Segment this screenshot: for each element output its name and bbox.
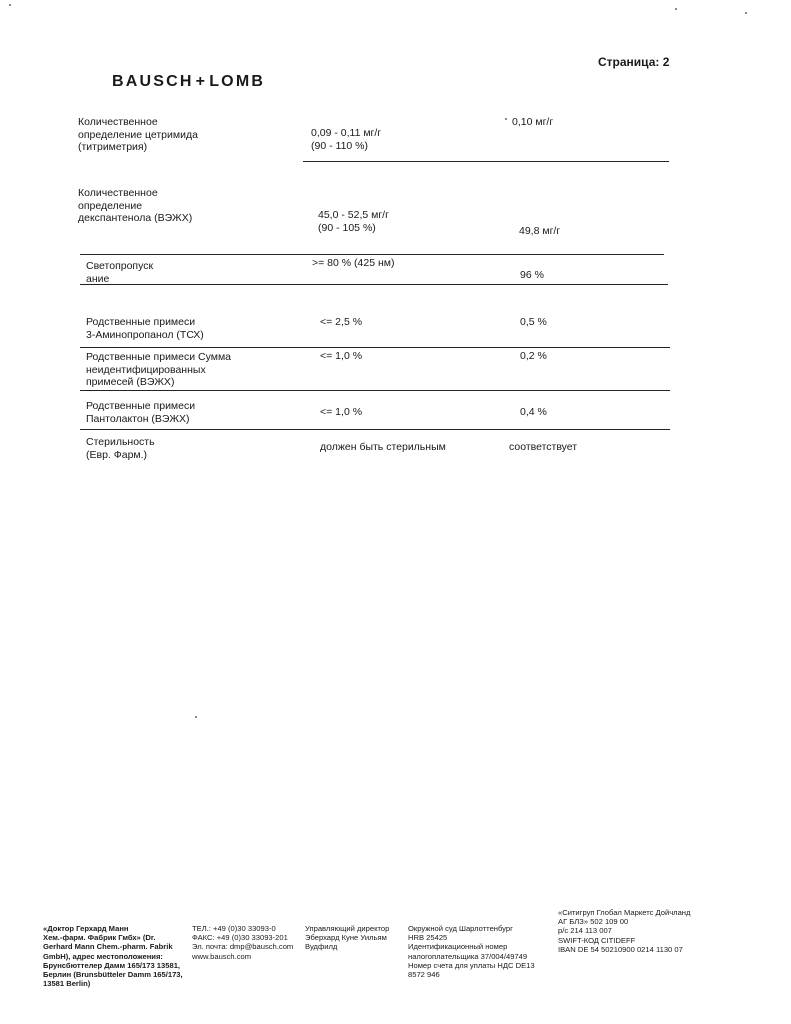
row-divider — [80, 284, 668, 285]
row-test-name: Родственные примеси 3-Аминопропанол (ТСХ) — [86, 316, 204, 341]
footer-court: Окружной суд Шарлоттенбург HRB 25425 Идентификационный номер налогоплательщика 37/004/49749 Номер счета для уплаты НДС DE13 8572 946 — [408, 924, 535, 980]
row-specification: <= 2,5 % — [320, 316, 363, 328]
row-result: 49,8 мг/г — [519, 225, 561, 237]
row-divider — [80, 347, 670, 348]
row-result: 0,4 % — [520, 406, 547, 418]
row-result: соответствует — [509, 441, 578, 453]
row-result: 0,10 мг/г — [512, 116, 554, 128]
row-test-name: Количественное определение цетримида (титриметрия) — [78, 116, 198, 153]
row-result: 0,2 % — [520, 350, 547, 362]
row-test-name: Стерильность (Евр. Фарм.) — [86, 436, 155, 461]
footer-company: «Доктор Герхард Манн Хем.-фарм. Фабрик Гмбх» (Dr. Gerhard Mann Chem.-pharm. Fabrik GmbH), адрес местоположения: Брунсбюттелер Дамм 165/173 13581, Берлин (Brunsbütteler Damm 165/173, 13581 Berlin) — [43, 924, 183, 989]
row-specification: >= 80 % (425 нм) — [312, 257, 395, 269]
row-specification: <= 1,0 % — [320, 350, 363, 362]
row-test-name: Количественное определение декспантенола (ВЭЖХ) — [78, 187, 193, 224]
row-specification: <= 1,0 % — [320, 406, 363, 418]
brand-logo — [112, 73, 265, 91]
row-divider — [80, 254, 664, 255]
footer-director: Управляющий директор Эберхард Куне Уильям Вудфилд — [305, 924, 390, 952]
row-result: 96 % — [520, 269, 544, 281]
scan-speck — [9, 4, 11, 6]
brand-logo-right: LOMB — [209, 73, 266, 90]
page-number: Страница: 2 — [598, 55, 670, 69]
row-divider — [303, 161, 669, 162]
row-test-name: Родственные примеси Сумма неидентифицированных примесей (ВЭЖХ) — [86, 351, 232, 388]
row-specification: 45,0 - 52,5 мг/г (90 - 105 %) — [318, 209, 389, 234]
scan-speck — [745, 12, 747, 14]
brand-logo-left: BAUSCH — [112, 73, 194, 90]
row-divider — [80, 390, 670, 391]
row-divider — [80, 429, 670, 430]
footer-contacts: ТЕЛ.: +49 (0)30 33093-0 ФАКС: +49 (0)30 33093-201 Эл. почта: dmp@bausch.com www.bausch.com — [192, 924, 294, 961]
scan-speck — [675, 8, 677, 10]
row-specification: должен быть стерильным — [320, 441, 446, 453]
row-specification: 0,09 - 0,11 мг/г (90 - 110 %) — [311, 127, 382, 152]
row-test-name: Светопропуск ание — [86, 260, 154, 285]
row-test-name: Родственные примеси Пантолактон (ВЭЖХ) — [86, 400, 196, 425]
row-result: 0,5 % — [520, 316, 547, 328]
brand-logo-separator: + — [195, 73, 208, 90]
footer-bank: «Ситигруп Глобал Маркетс Дойчланд АГ БЛЗ» 502 109 00 р/с 214 113 007 SWIFT-КОД CITIDEFF IBAN DE 54 50210900 0214 1130 07 — [558, 908, 691, 954]
scan-speck — [505, 118, 507, 120]
scan-speck — [195, 716, 197, 718]
